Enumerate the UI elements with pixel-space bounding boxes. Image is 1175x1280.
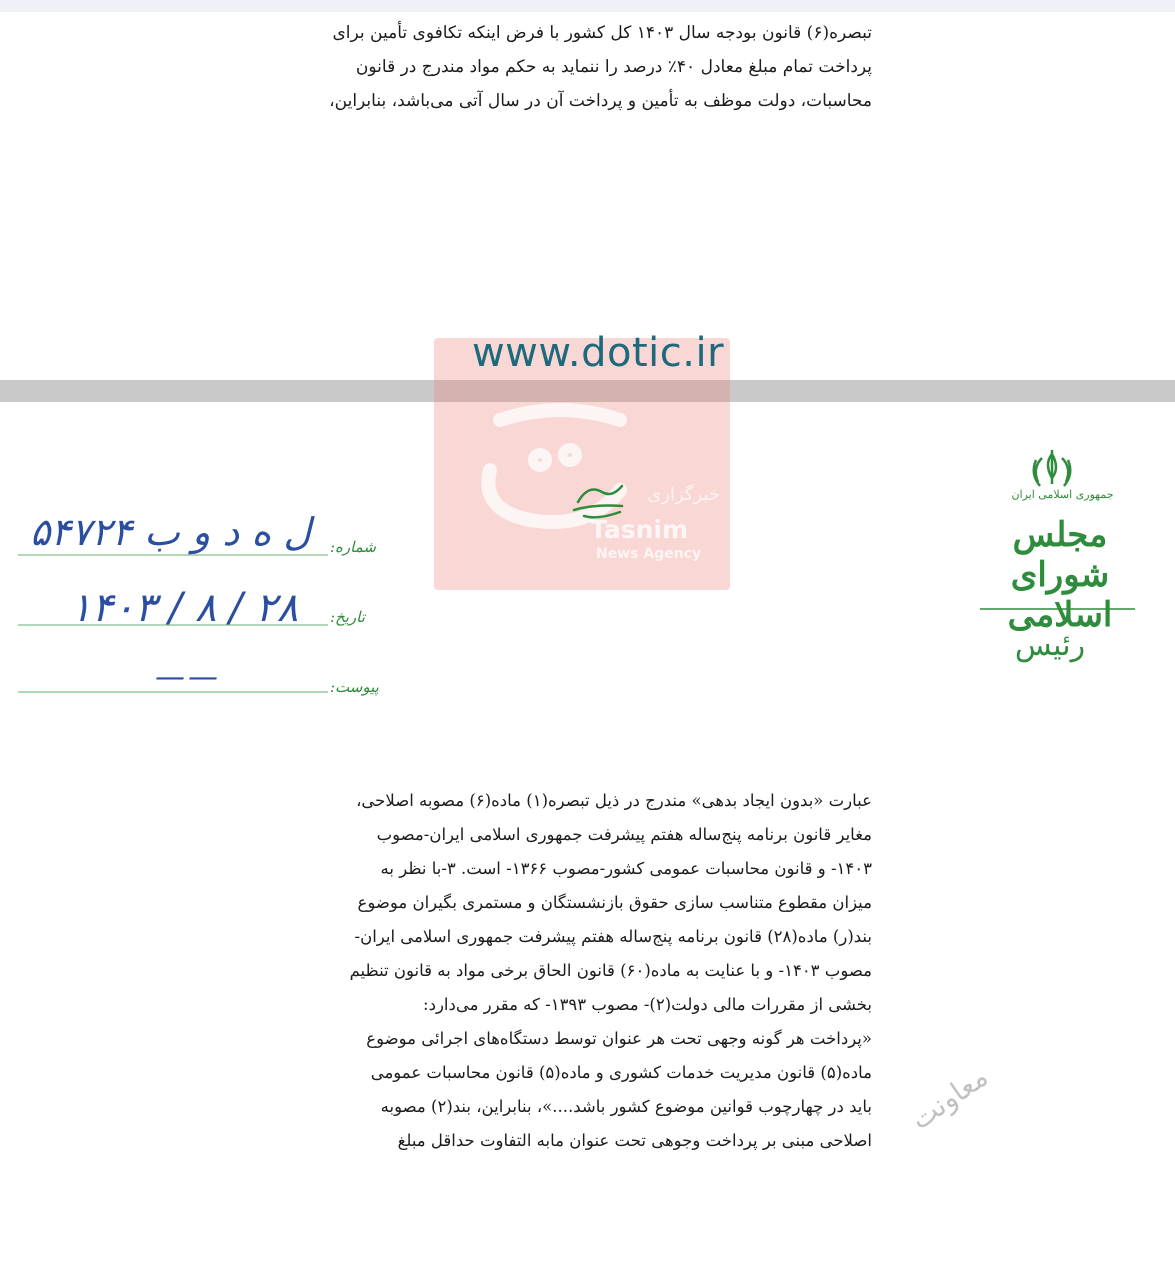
page2-line: اصلاحی مبنی بر پرداخت وجوهی تحت عنوان مابه التفاوت حداقل مبلغ xyxy=(397,1131,872,1150)
calligraphy-logo-icon xyxy=(570,480,628,524)
date-label: تاریخ: xyxy=(330,608,365,626)
number-label: شماره: xyxy=(330,538,376,556)
page2-line: «پرداخت هر گونه وجهی تحت هر عنوان توسط دستگاه‌های اجرائی موضوع xyxy=(366,1029,872,1048)
page1-line: پرداخت تمام مبلغ معادل ۴۰٪ درصد را ننماید به حکم مواد مندرج در قانون xyxy=(355,57,872,77)
org-line: جمهوری اسلامی ایران xyxy=(1011,488,1114,501)
page2-paragraph xyxy=(300,784,872,1158)
page2-line: باید در چهارچوب قوانین موضوع کشور باشد....»، بنابراین، بند(۲) مصوبه xyxy=(380,1097,872,1116)
document-page-1 xyxy=(0,12,1175,380)
letter-title: رئیس xyxy=(1014,628,1086,663)
watermark-brand-sub: News Agency xyxy=(596,546,702,562)
page2-line: بند(ر) ماده(۲۸) قانون برنامه پنج‌ساله هفتم پیشرفت جمهوری اسلامی ایران- xyxy=(354,927,872,946)
watermark-brand-fa: خبرگزاری xyxy=(647,484,720,505)
page2-line: مصوب ۱۴۰۳- و با عنایت به ماده(۶۰) قانون الحاق برخی مواد به قانون تنظیم xyxy=(349,961,872,980)
watermark-url: www.dotic.ir xyxy=(471,330,725,376)
attachment-value: —— xyxy=(155,660,221,695)
stamp-text: معاونت xyxy=(904,1059,994,1137)
page2-line: ماده(۵) قانون مدیریت خدمات کشوری و ماده(۵) قانون محاسبات عمومی xyxy=(370,1063,872,1082)
page2-line: میزان مقطوع متناسب سازی حقوق بازنشستگان و مستمری بگیران موضوع xyxy=(357,893,872,912)
page1-paragraph xyxy=(300,16,872,118)
watermark-brand: Tasnim xyxy=(590,515,688,544)
page1-line: تبصره(۶) قانون بودجه سال ۱۴۰۳ کل کشور با فرض اینکه تکافوی تأمین برای xyxy=(332,23,872,43)
page2-line: بخشی از مقررات مالی دولت(۲)- مصوب ۱۳۹۳- که مقرر می‌دارد: xyxy=(423,995,872,1014)
page1-line: محاسبات، دولت موظف به تأمین و پرداخت آن در سال آتی می‌باشد، بنابراین، xyxy=(329,91,872,111)
letter-date-value: ۱۴۰۳ / ۸ / ۲۸ xyxy=(70,585,299,631)
page2-line: عبارت «بدون ایجاد بدهی» مندرج در ذیل تبصره(۱) ماده(۶) مصوبه اصلاحی، xyxy=(356,791,872,810)
page2-line: مغایر قانون برنامه پنج‌ساله هفتم پیشرفت جمهوری اسلامی ایران-مصوب xyxy=(376,825,872,844)
attachment-label: پیوست: xyxy=(330,678,379,696)
top-bar xyxy=(0,0,1175,12)
letter-number-value: ۵۴۷۲۴ ل ه د و ب xyxy=(30,510,312,554)
page2-line: ۱۴۰۳- و قانون محاسبات عمومی کشور-مصوب ۱۳۶۶- است. ۳-با نظر به xyxy=(380,859,872,878)
org-name: مجلس شورای اسلامی xyxy=(1007,515,1113,635)
